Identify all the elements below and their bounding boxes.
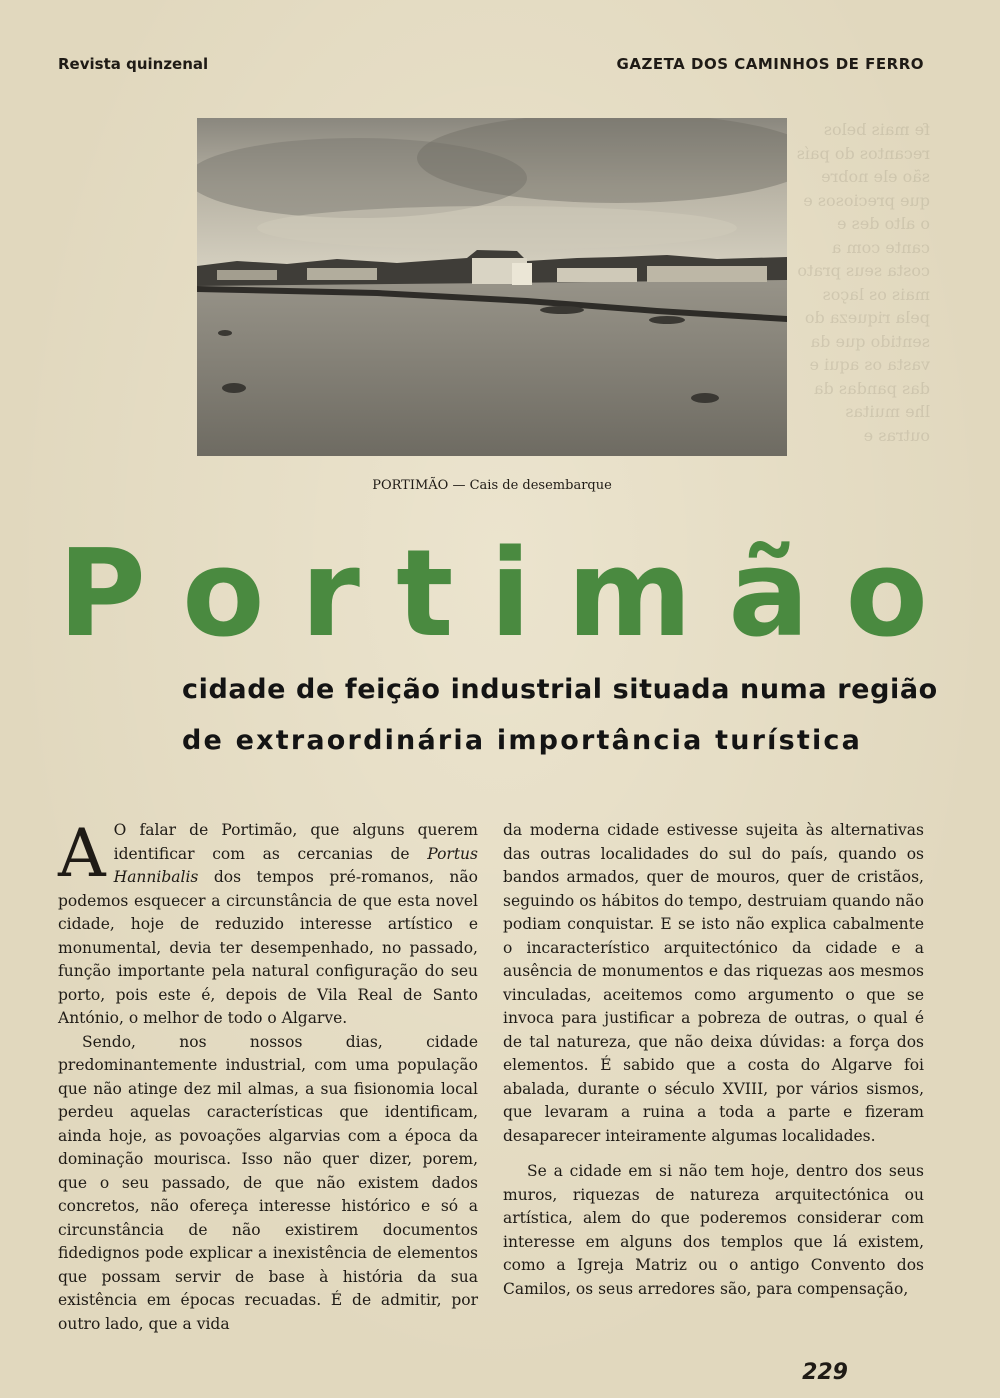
caption-description: — Cais de desembarque [448, 478, 612, 493]
page-number: 229 [802, 1360, 848, 1385]
paragraph-4: Se a cidade em si não tem hoje, dentro dos seus muros, riquezas de natureza arquitectónica ou artística, alem do que poderemos considerar com interesse em alguns dos templos que lá existem, como a Igreja Matriz ou o antigo Convento dos Camilos, os seus arredores são, para compensação, [503, 1162, 924, 1298]
title-letter: o [845, 525, 928, 664]
drop-cap: A [58, 815, 106, 892]
bleed-through-text: fe mais belos recantos do país são ele nobre que preciosos e o alto des e cante com a costa seus prato mais os laços pela riqueza do sentido que da vasta os aqui e das pandas da lhe muitas outras e [796, 120, 930, 445]
title-letter: r [300, 525, 360, 664]
paragraph-1-italic: Portus Hannibalis [113, 844, 478, 886]
caption-place: PORTIMÃO [372, 478, 449, 493]
article-title [58, 525, 928, 664]
body-column-right [503, 819, 924, 1301]
harbour-photograph [197, 118, 787, 456]
title-letter: t [396, 525, 454, 664]
paragraph-1-text-a: O falar de Portimão, que alguns querem identificar com as cercanias de [113, 821, 478, 863]
photo-caption [197, 478, 787, 493]
title-letter: ã [728, 525, 810, 664]
title-letter: o [182, 525, 265, 664]
subtitle-line-2: de extraordinária importância turística [182, 725, 863, 756]
paragraph-1 [58, 815, 478, 1031]
running-head-right: GAZETA DOS CAMINHOS DE FERRO [616, 55, 924, 73]
body-column-left [58, 815, 478, 1336]
title-letter: m [567, 525, 693, 664]
subtitle-line-1: cidade de feição industrial situada numa região [182, 674, 938, 705]
running-head-left: Revista quinzenal [58, 55, 209, 73]
title-letter: P [58, 525, 146, 664]
paragraph-3: da moderna cidade estivesse sujeita às alternativas das outras localidades do sul do país, quando os bandos armados, quer de mouros, quer de cristãos, seguindo os hábitos do tempo, destruiam quando não podiam conquistar. E se isto não explica cabalmente o incaracterístico arquitectónico da cidade e a ausência de monumentos e das riquezas aos mesmos vinculadas, aceitemos como argumento o que se invoca para justificar a pobreza de outras, o qual é de tal natureza, que não deixa dúvidas: a força dos elementos. É sabido que a costa do Algarve foi abalada, durante o século XVIII, por vários sismos, que levaram a ruina a toda a parte e fizeram desaparecer inteiramente algumas localidades. [503, 821, 924, 1145]
paragraph-1-text-b: dos tempos pré-romanos, não podemos esquecer a circunstância de que esta novel cidade, hoje de reduzido interesse artístico e monumental, devia ter desempenhado, no passado, função importante pela natural configuração do seu porto, pois este é, depois de Vila Real de Santo António, o melhor de todo o Algarve. [58, 868, 478, 1027]
paragraph-2: Sendo, nos nossos dias, cidade predominantemente industrial, com uma população que não atinge dez mil almas, a sua fisionomia local perdeu aquelas características que identificam, ainda hoje, as povoações algarvias com a época da dominação mourisca. Isso não quer dizer, porem, que o seu passado, de que não existem dados concretos, não ofereça interesse histórico e só a circunstância de não existirem documentos fidedignos pode explicar a inexistência de elementos que possam servir de base à história da sua existência em épocas recuadas. É de admitir, por outro lado, que a vida [58, 1032, 478, 1333]
title-letter: i [489, 525, 531, 664]
